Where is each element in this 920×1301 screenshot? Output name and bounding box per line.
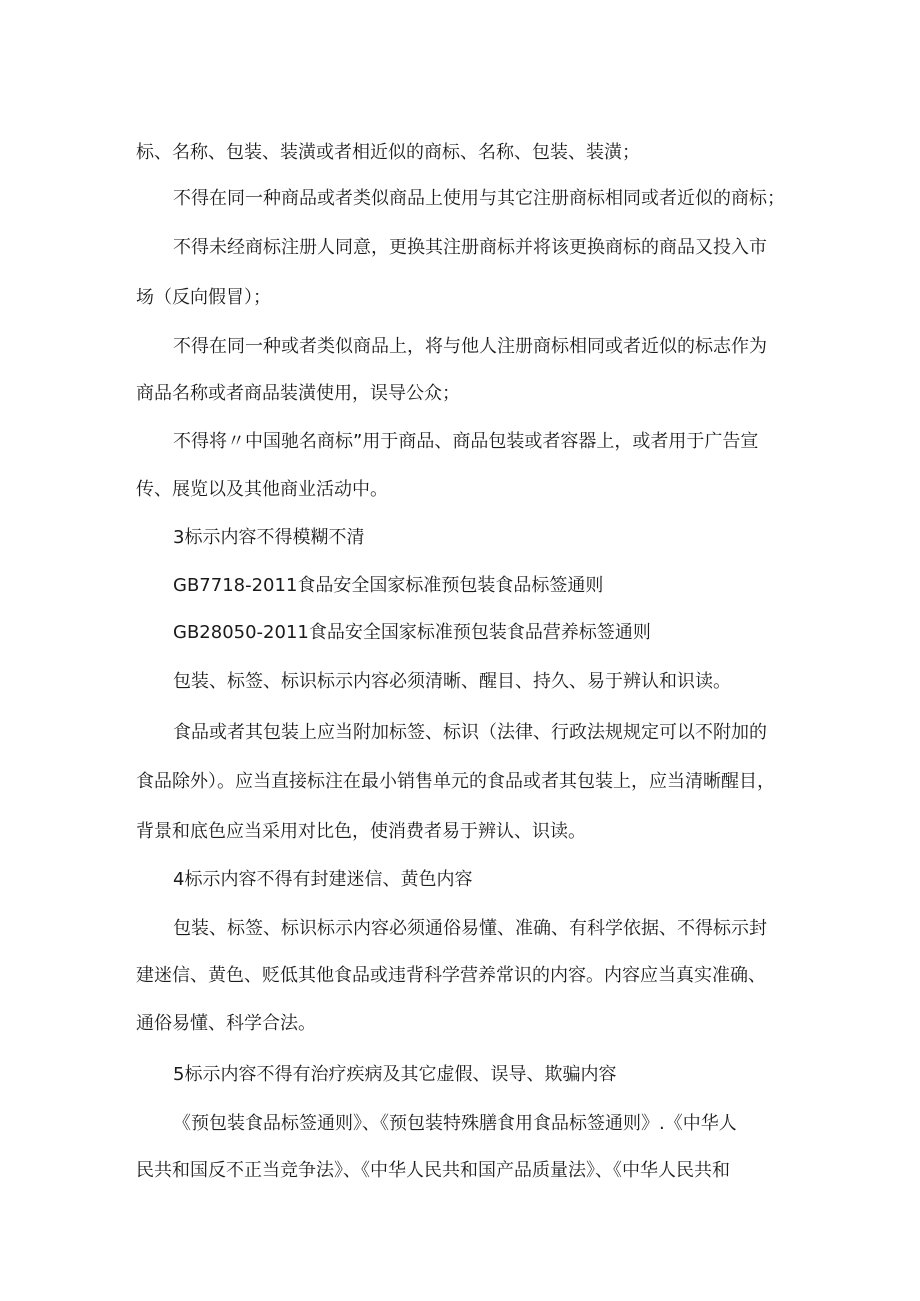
text-line: 建迷信、黄色、贬低其他食品或违背科学营养常识的内容。内容应当真实准确、 (136, 965, 766, 986)
text-line: 食品或者其包装上应当附加标签、标识（法律、行政法规规定可以不附加的 (173, 722, 767, 743)
text-line: 商品名称或者商品装潢使用，误导公众； (136, 383, 460, 404)
text-line: 通俗易懂、科学合法。 (136, 1013, 316, 1034)
text-line: 不得未经商标注册人同意，更换其注册商标并将该更换商标的商品又投入市 (173, 237, 767, 258)
text-line: 传、展览以及其他商业活动中。 (136, 479, 388, 500)
text-line: 不得将〃中国驰名商标”用于商品、商品包装或者容器上，或者用于广告宣 (173, 431, 759, 452)
section-heading: 4标示内容不得有封建迷信、黄色内容 (173, 869, 473, 890)
standard-reference: GB28050-2011食品安全国家标准预包装食品营养标签通则 (173, 622, 651, 643)
text-line: 包装、标签、标识标示内容必须清晰、醒目、持久、易于辨认和识读。 (173, 671, 731, 692)
text-line: 不得在同一种商品或者类似商品上使用与其它注册商标相同或者近似的商标； (173, 188, 785, 209)
text-line: 标、名称、包装、装潢或者相近似的商标、名称、包装、装潢； (136, 142, 640, 163)
text-line: 场（反向假冒）； (136, 287, 271, 308)
text-line: 不得在同一种或者类似商品上，将与他人注册商标相同或者近似的标志作为 (173, 336, 767, 357)
text-line: 民共和国反不正当竞争法》、《中华人民共和国产品质量法》、《中华人民共和 (136, 1160, 730, 1181)
text-line: 背景和底色应当采用对比色，使消费者易于辨认、识读。 (136, 821, 586, 842)
standard-reference: GB7718-2011食品安全国家标准预包装食品标签通则 (173, 575, 604, 596)
section-heading: 5标示内容不得有治疗疾病及其它虚假、误导、欺骗内容 (173, 1064, 617, 1085)
section-heading: 3标示内容不得模糊不清 (173, 527, 365, 548)
text-line: 食品除外）。应当直接标注在最小销售单元的食品或者其包装上，应当清晰醒目， (136, 771, 775, 792)
text-line: 包装、标签、标识标示内容必须通俗易懂、准确、有科学依据、不得标示封 (173, 918, 767, 939)
text-line: 《预包装食品标签通则》、《预包装特殊膳食用食品标签通则》.《中华人 (173, 1113, 737, 1134)
